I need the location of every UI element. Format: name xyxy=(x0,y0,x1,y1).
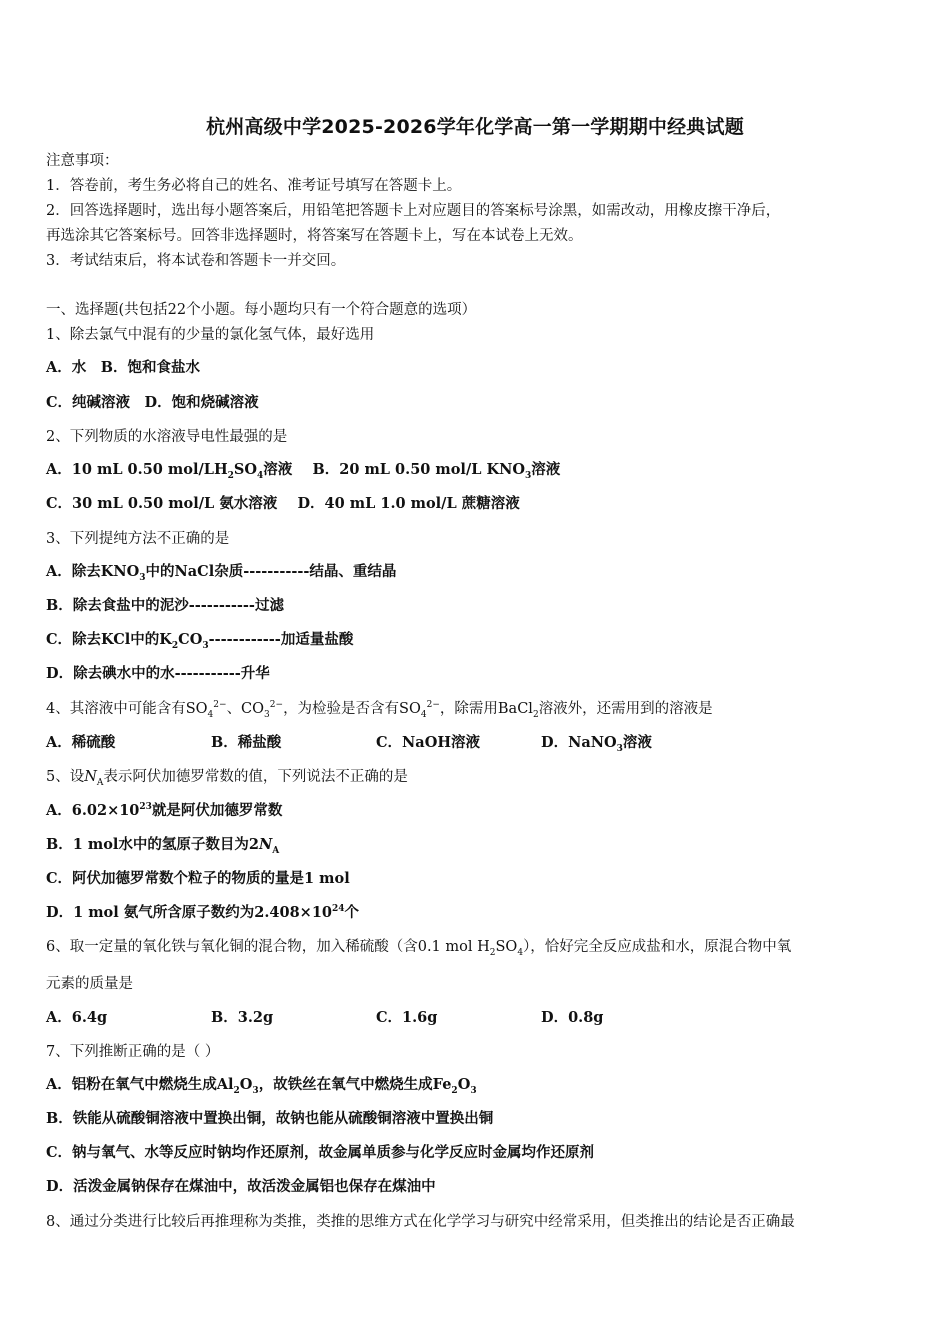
question-4-options xyxy=(46,733,652,753)
question-7-option-a: A．铝粉在氧气中燃烧生成$Al_2O_3$，故铁丝在氧气中燃烧生成$Fe_2O_3$ xyxy=(46,1076,477,1096)
notice-item: 2．回答选择题时，选出每小题答案后，用铅笔把答题卡上对应题目的答案标号涂黑，如需改动，用橡皮擦干净后， xyxy=(46,203,781,219)
question-2-stem: 2、下列物质的水溶液导电性最强的是 xyxy=(46,429,288,445)
question-1-options-ab: A．水 B．饱和食盐水 xyxy=(46,359,201,376)
option-a: A．6.4g xyxy=(46,1009,108,1026)
option-b: B．3.2g xyxy=(211,1009,274,1026)
question-3-option-b: B．除去食盐中的泥沙-----------过滤 xyxy=(46,597,284,614)
question-5-option-d: D．1 mol 氨气所含原子数约为$2.408\times 10^{24}$个 xyxy=(46,904,360,921)
question-3-option-c: C．除去KCl中的$K_2CO_3------------$加适量盐酸 xyxy=(46,631,354,651)
question-7-option-b: B．铁能从硫酸铜溶液中置换出铜，故钠也能从硫酸铜溶液中置换出铜 xyxy=(46,1110,494,1127)
question-2-options-cd xyxy=(46,494,520,514)
question-7-option-c: C．钠与氧气、水等反应时钠均作还原剂，故金属单质参与化学反应时金属均作还原剂 xyxy=(46,1144,595,1161)
question-7-stem: 7、下列推断正确的是（ ） xyxy=(46,1044,220,1060)
option-d: D．40 mL 1.0 mol/L 蔗糖溶液 xyxy=(297,495,520,512)
question-8-stem: 8、通过分类进行比较后再推理称为类推，类推的思维方式在化学学习与研究中经常采用，但类推出的结论是否正确最 xyxy=(46,1214,795,1230)
option-d: D．NaNO$_3$溶液 xyxy=(541,734,652,754)
option-c: C．NaOH溶液 xyxy=(376,734,481,751)
option-b: B．稀盐酸 xyxy=(211,734,282,751)
question-7-option-d: D．活泼金属钠保存在煤油中，故活泼金属铝也保存在煤油中 xyxy=(46,1178,436,1195)
question-5-option-c: C．阿伏加德罗常数个粒子的物质的量是1 mol xyxy=(46,870,350,887)
question-5-stem: 5、设$N_A$表示阿伏加德罗常数的值，下列说法不正确的是 xyxy=(46,769,408,788)
question-5-option-b: B．1 mol水中的氢原子数目为$2N_A$ xyxy=(46,836,280,856)
question-4-stem: 4、其溶液中可能含有$SO_4^{2-}$、$CO_3^{2-}$，为检验是否含有$SO_4^{2-}$，除需用BaCl$_2$溶液外，还需用到的溶液是 xyxy=(46,700,713,720)
page-title: 杭州高级中学2025-2026学年化学高一第一学期期中经典试题 xyxy=(206,116,744,138)
question-6-stem-cont: 元素的质量是 xyxy=(46,976,133,992)
question-3-option-d: D．除去碘水中的水-----------升华 xyxy=(46,665,270,682)
question-3-stem: 3、下列提纯方法不正确的是 xyxy=(46,531,230,547)
question-1-options-cd: C．纯碱溶液 D．饱和烧碱溶液 xyxy=(46,394,259,411)
notice-item: 再选涂其它答案标号。回答非选择题时，将答案写在答题卡上，写在本试卷上无效。 xyxy=(46,228,583,244)
option-c: C．1.6g xyxy=(376,1009,438,1026)
option-c: C．30 mL 0.50 mol/L 氨水溶液 xyxy=(46,495,278,512)
option-a: A．10 mL 0.50 mol/$LH_2SO_4$溶液 xyxy=(46,461,293,481)
section-heading: 一、选择题(共包括22个小题。每小题均只有一个符合题意的选项） xyxy=(46,302,477,318)
question-1-stem: 1、除去氯气中混有的少量的氯化氢气体，最好选用 xyxy=(46,327,375,343)
option-a: A．稀硫酸 xyxy=(46,734,116,751)
option-d: D．0.8g xyxy=(541,1009,604,1026)
notice-heading: 注意事项： xyxy=(46,153,119,169)
question-2-options-ab xyxy=(46,460,560,480)
question-5-option-a: A．$6.02\times 10^{23}$就是阿伏加德罗常数 xyxy=(46,802,283,819)
notice-item: 3．考试结束后，将本试卷和答题卡一并交回。 xyxy=(46,253,346,269)
question-3-option-a: A．除去$KNO_3$中的NaCl杂质-----------结晶、重结晶 xyxy=(46,563,397,583)
notice-item: 1．答卷前，考生务必将自己的姓名、准考证号填写在答题卡上。 xyxy=(46,178,462,194)
question-6-stem: 6、取一定量的氧化铁与氧化铜的混合物，加入稀硫酸（含0.1 mol $H_2SO_4$），恰好完全反应成盐和水，原混合物中氧 xyxy=(46,939,792,958)
question-6-options xyxy=(46,1008,603,1028)
option-b: B．20 mL 0.50 mol/L $KNO_3$溶液 xyxy=(312,461,561,481)
